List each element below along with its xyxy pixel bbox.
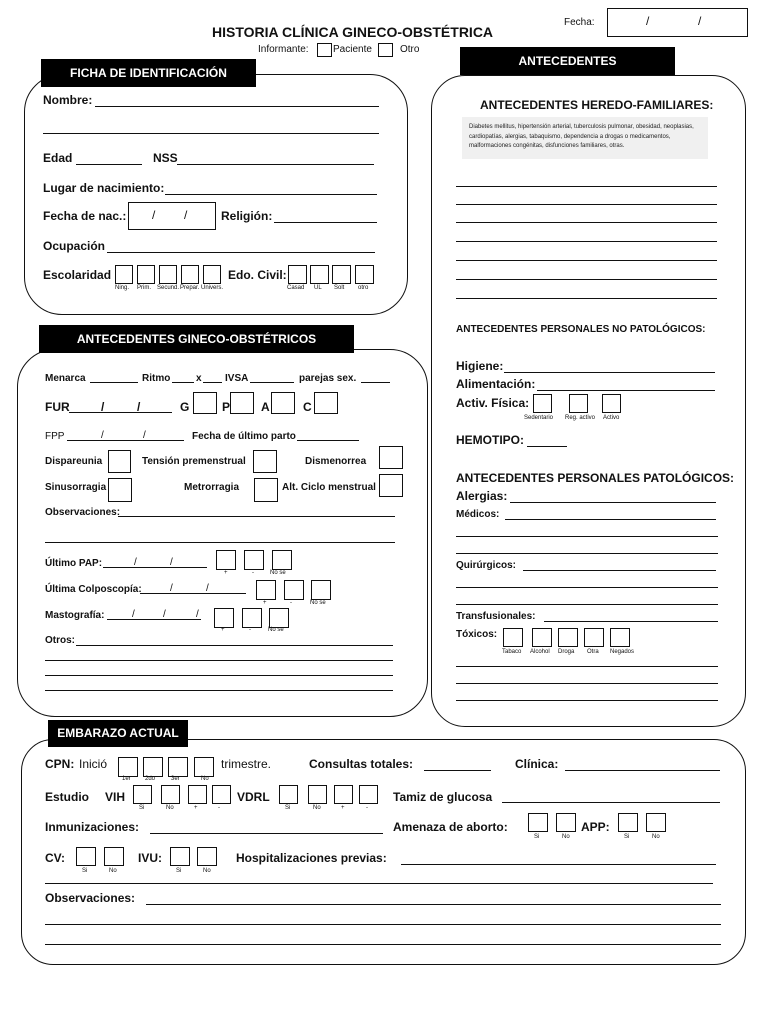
vdrl-option-label: + [341,805,345,811]
masto-option-label: No se [268,627,284,633]
a-label: A [261,400,270,414]
quirurgicos-label: Quirúrgicos: [456,560,517,571]
embarazo-observaciones-input[interactable] [146,904,721,905]
tox-alcohol-checkbox[interactable] [532,628,552,647]
civil-option-label: Casad [287,285,305,291]
act-option-label: Activo [603,415,620,421]
esc-ning-checkbox[interactable] [115,265,133,284]
otros-input[interactable] [76,645,393,646]
medicos-label: Médicos: [456,509,500,520]
nombre-label: Nombre: [43,93,93,107]
vdrl-label: VDRL [237,790,270,804]
medicos-input[interactable] [505,519,716,520]
hemotipo-input[interactable] [527,446,567,447]
otros-label: Otros: [45,635,75,646]
tox-option-label: Tabaco [502,649,522,655]
dismenorrea-label: Dismenorrea [305,456,367,467]
colpo-label: Última Colposcopía: [45,584,142,595]
trim-option-label: 3er [171,776,180,782]
fpp-input[interactable] [67,440,184,441]
colpo-pos-checkbox[interactable] [256,580,276,600]
hosp-input-2[interactable] [45,883,713,884]
heredo-input[interactable] [456,204,717,205]
ritmo-label: Ritmo [142,373,171,384]
fecha-label: Fecha: [564,17,595,28]
masto-nose-checkbox[interactable] [269,608,289,628]
amenaza-option-label: Si [534,834,540,840]
hosp-input[interactable] [401,864,716,865]
quirurgicos-input[interactable] [523,570,716,571]
civil-otro-checkbox[interactable] [355,265,374,284]
observaciones-label: Observaciones: [45,507,121,518]
masto-option-label: + [221,627,225,633]
transfusionales-label: Transfusionales: [456,611,536,622]
escolaridad-label: Escolaridad [43,268,112,282]
dismenorrea-checkbox[interactable] [379,446,403,469]
act-sedentario-checkbox[interactable] [533,394,552,413]
ivu-option-label: No [203,868,211,874]
heredo-input[interactable] [456,241,717,242]
civil-option-label: otro [358,285,369,291]
menarca-label: Menarca [45,373,86,384]
tox-negados-checkbox[interactable] [610,628,630,647]
consultas-input[interactable] [424,770,491,771]
app-si-checkbox[interactable] [618,813,638,832]
colpo-neg-checkbox[interactable] [284,580,304,600]
trim-option-label: 1er [122,776,131,782]
masto-sep: / [196,609,199,620]
heredo-title: ANTECEDENTES HEREDO-FAMILIARES: [480,98,714,112]
ocupacion-input[interactable] [107,252,375,253]
act-reg-activo-checkbox[interactable] [569,394,588,413]
fecha-field[interactable] [607,8,748,37]
a-field[interactable] [271,392,295,414]
app-option-label: No [652,834,660,840]
nombre-input-2[interactable] [43,133,379,134]
alt-ciclo-label: Alt. Ciclo menstrual [282,482,376,493]
tension-label: Tensión premenstrual [142,456,246,467]
inmunizaciones-label: Inmunizaciones: [45,820,140,834]
tox-option-label: Otra [587,649,599,655]
trim-3er-checkbox[interactable] [168,757,188,777]
tamiz-input[interactable] [502,802,720,803]
esc-option-label: Prepar. [180,285,200,291]
pap-neg-checkbox[interactable] [244,550,264,570]
tox-tabaco-checkbox[interactable] [503,628,523,647]
heredo-description: Diabetes mellitus, hipertensión arterial, tuberculosis pulmonar, obesidad, neoplasias, cardiopatías, alergias, tabaquismo, dependencia a drogas o medicamentos, malformaciones congénitas, disfunciones familiares, otras. [469,124,694,149]
medicos-input-2[interactable] [456,536,718,537]
pap-input[interactable] [103,567,207,568]
no-pat-title: ANTECEDENTES PERSONALES NO PATOLÓGICOS: [456,324,706,335]
colpo-sep: / [170,583,173,594]
fpp-sep: / [101,430,104,441]
higiene-input[interactable] [504,372,715,373]
menarca-input[interactable] [90,382,138,383]
otro-label: Otro [400,44,420,55]
higiene-label: Higiene: [456,359,504,373]
app-no-checkbox[interactable] [646,813,666,832]
alimentacion-label: Alimentación: [456,377,536,391]
edad-label: Edad [43,151,73,165]
cv-no-checkbox[interactable] [104,847,124,866]
page-title: HISTORIA CLÍNICA GINECO-OBSTÉTRICA [212,24,494,40]
tox-option-label: Negados [610,649,635,655]
masto-sep: / [163,609,166,620]
heredo-input[interactable] [456,222,717,223]
pap-pos-checkbox[interactable] [216,550,236,570]
otro-checkbox[interactable] [378,43,393,57]
fecha-nac-sep: / [152,208,156,222]
colpo-sep: / [206,583,209,594]
esc-univers-checkbox[interactable] [203,265,221,284]
nombre-input[interactable] [95,106,379,107]
vdrl-neg-checkbox[interactable] [359,785,378,804]
edad-input[interactable] [76,164,142,165]
esc-prim-checkbox[interactable] [137,265,155,284]
colpo-option-label: No se [310,600,326,606]
sinusorragia-label: Sinusorragia [45,482,107,493]
fur-label: FUR [45,400,70,414]
vih-si-checkbox[interactable] [133,785,152,804]
embarazo-header: EMBARAZO ACTUAL [48,720,188,747]
g-label: G [180,400,190,414]
clinica-label: Clínica: [515,757,559,771]
pap-option-label: - [252,570,254,576]
p-field[interactable] [230,392,254,414]
medicos-input-3[interactable] [456,553,718,554]
gineco-header: ANTECEDENTES GINECO-OBSTÉTRICOS [39,325,354,353]
vih-option-label: Si [139,805,145,811]
masto-option-label: - [249,627,251,633]
cpn-label: CPN: [45,757,75,771]
fecha-sep: / [698,14,702,28]
estudio-label: Estudio [45,790,89,804]
act-activo-checkbox[interactable] [602,394,621,413]
hemotipo-label: HEMOTIPO: [456,433,524,447]
fur-sep: / [101,400,105,414]
civil-option-label: UL [314,285,322,291]
act-option-label: Sedentario [524,415,554,421]
vih-pos-checkbox[interactable] [188,785,207,804]
ivsa-label: IVSA [225,373,249,384]
esc-option-label: Secund. [157,285,180,291]
p-label: P [222,400,231,414]
clinica-input[interactable] [565,770,720,771]
masto-label: Mastografía: [45,610,105,621]
otros-input-2[interactable] [45,660,393,661]
fpp-sep: / [143,430,146,441]
vdrl-option-label: - [366,805,368,811]
trim-2do-checkbox[interactable] [143,757,163,777]
vdrl-option-label: No [313,805,321,811]
app-label: APP: [581,820,610,834]
quirurgicos-input-2[interactable] [456,587,718,588]
dispareunia-label: Dispareunia [45,456,103,467]
alergias-label: Alergias: [456,489,508,503]
cv-si-checkbox[interactable] [76,847,96,866]
colpo-input[interactable] [140,593,246,594]
toxicos-input[interactable] [456,666,718,667]
vdrl-si-checkbox[interactable] [279,785,298,804]
ocupacion-label: Ocupación [43,239,106,253]
vdrl-pos-checkbox[interactable] [334,785,353,804]
tamiz-label: Tamiz de glucosa [393,790,493,804]
pap-sep: / [134,557,137,568]
tox-option-label: Alcohol [530,649,550,655]
heredo-input[interactable] [456,279,717,280]
fur-input[interactable] [69,412,172,413]
fecha-nac-sep: / [184,208,188,222]
amenaza-si-checkbox[interactable] [528,813,548,832]
tox-droga-checkbox[interactable] [558,628,578,647]
heredo-input[interactable] [456,186,717,187]
masto-sep: / [132,609,135,620]
vih-neg-checkbox[interactable] [212,785,231,804]
ultimo-parto-label: Fecha de último parto [192,431,296,442]
metrorragia-label: Metrorragia [184,482,240,493]
vih-label: VIH [105,790,126,804]
fecha-nac-label: Fecha de nac.: [43,209,127,223]
paciente-checkbox[interactable] [317,43,332,57]
vih-no-checkbox[interactable] [161,785,180,804]
ivu-si-checkbox[interactable] [170,847,190,866]
civil-option-label: Solt [334,285,345,291]
cv-option-label: Si [82,868,88,874]
actividad-label: Activ. Física: [456,396,530,410]
alimentacion-input[interactable] [537,390,715,391]
quirurgicos-input-3[interactable] [456,604,718,605]
inicio-label: Inició [79,757,108,771]
esc-option-label: Ning. [115,285,130,291]
alergias-input[interactable] [510,502,716,503]
c-field[interactable] [314,392,338,414]
tension-checkbox[interactable] [253,450,277,473]
fur-sep: / [137,400,141,414]
ivsa-input[interactable] [250,382,294,383]
parejas-label: parejas sex. [299,373,357,384]
pap-sep: / [170,557,173,568]
toxicos-label: Tóxicos: [456,629,498,640]
trim-1er-checkbox[interactable] [118,757,138,777]
ivu-no-checkbox[interactable] [197,847,217,866]
lugar-label: Lugar de nacimiento: [43,181,165,195]
civil-casad-checkbox[interactable] [288,265,307,284]
otros-input-4[interactable] [45,690,393,691]
ficha-header: FICHA DE IDENTIFICACIÓN [41,59,256,87]
paciente-label: Paciente [333,44,372,55]
g-field[interactable] [193,392,217,414]
lugar-input[interactable] [165,194,377,195]
cv-option-label: No [109,868,117,874]
ritmo-x: x [196,373,202,384]
sinusorragia-checkbox[interactable] [108,478,132,502]
ritmo-input-2[interactable] [203,382,222,383]
civil-ul-checkbox[interactable] [310,265,329,284]
trim-no-checkbox[interactable] [194,757,214,777]
heredo-input[interactable] [456,260,717,261]
transfusionales-input[interactable] [544,621,718,622]
trim-option-label: 2do [145,776,156,782]
colpo-option-label: - [290,600,292,606]
pat-title: ANTECEDENTES PERSONALES PATOLÓGICOS: [456,471,735,485]
observaciones-input[interactable] [118,516,395,517]
esc-secund-checkbox[interactable] [159,265,177,284]
fpp-label: FPP [45,431,65,442]
tox-otra-checkbox[interactable] [584,628,604,647]
pap-option-label: + [224,570,228,576]
edo-civil-label: Edo. Civil: [228,268,287,282]
esc-prepar-checkbox[interactable] [181,265,199,284]
religion-label: Religión: [221,209,273,223]
esc-option-label: Prim. [137,285,151,291]
esc-option-label: Univers. [201,285,224,291]
antecedentes-header: ANTECEDENTES [460,47,675,75]
cv-label: CV: [45,851,66,865]
nss-input[interactable] [177,164,374,165]
inmunizaciones-input[interactable] [150,833,383,834]
toxicos-input-3[interactable] [456,700,718,701]
app-option-label: Si [624,834,630,840]
masto-pos-checkbox[interactable] [214,608,234,628]
pap-option-label: No se [270,570,286,576]
pap-nose-checkbox[interactable] [272,550,292,570]
consultas-label: Consultas totales: [309,757,414,771]
dispareunia-checkbox[interactable] [108,450,131,473]
ultimo-parto-input[interactable] [297,440,359,441]
c-label: C [303,400,312,414]
metrorragia-checkbox[interactable] [254,478,278,502]
informante-label: Informante: [258,44,309,55]
pap-label: Último PAP: [45,558,103,569]
ivu-option-label: Si [176,868,182,874]
masto-input[interactable] [107,619,201,620]
religion-input[interactable] [274,222,377,223]
fecha-sep: / [646,14,650,28]
trimestre-label: trimestre. [221,757,272,771]
embarazo-observaciones-input-2[interactable] [45,924,721,925]
vih-option-label: No [166,805,174,811]
embarazo-observaciones-input-3[interactable] [45,944,721,945]
vdrl-option-label: Si [285,805,291,811]
toxicos-input-2[interactable] [456,683,718,684]
vih-option-label: + [194,805,198,811]
amenaza-label: Amenaza de aborto: [393,820,508,834]
parejas-input[interactable] [361,382,390,383]
otros-input-3[interactable] [45,675,393,676]
embarazo-observaciones-label: Observaciones: [45,891,136,905]
ivu-label: IVU: [138,851,162,865]
nss-label: NSS [153,151,178,165]
masto-neg-checkbox[interactable] [242,608,262,628]
vih-option-label: - [218,805,220,811]
amenaza-no-checkbox[interactable] [556,813,576,832]
amenaza-option-label: No [562,834,570,840]
colpo-option-label: + [263,600,267,606]
act-option-label: Reg. activo [565,415,596,421]
alt-ciclo-checkbox[interactable] [379,474,403,497]
fecha-nac-field[interactable] [128,202,216,230]
vdrl-no-checkbox[interactable] [308,785,327,804]
colpo-nose-checkbox[interactable] [311,580,331,600]
heredo-input[interactable] [456,298,717,299]
hosp-label: Hospitalizaciones previas: [236,851,387,865]
observaciones-input-2[interactable] [45,542,395,543]
tox-option-label: Droga [558,649,575,655]
ritmo-input[interactable] [172,382,194,383]
civil-solt-checkbox[interactable] [332,265,351,284]
trim-option-label: No [201,776,209,782]
